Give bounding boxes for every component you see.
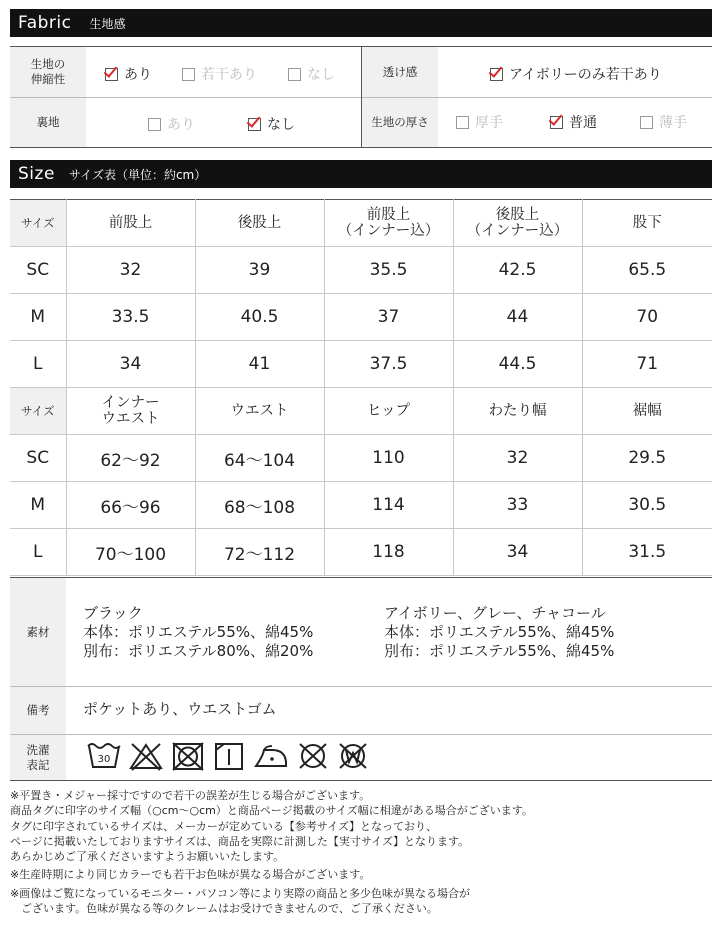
stretch-label: 生地の 伸縮性 [10,47,86,97]
checked-icon [550,116,563,129]
note-line: ございます。色味が異なる等のクレームはお受けできませんので、ご了承ください。 [10,902,438,916]
fabric-section-header [10,9,712,37]
unchecked-icon [288,68,301,81]
size-label: サイズ [10,388,66,435]
wash-30-icon [86,740,122,772]
lining-option-ari: あり [148,114,195,134]
cell: 37 [324,294,453,341]
unchecked-icon [182,68,195,81]
cell: 44 [453,294,582,341]
table-row [10,247,712,294]
remarks-text: ポケットあり、ウエストゴム [83,700,277,718]
cell: 66〜96 [66,482,195,529]
stretch-option-nashi: なし [288,64,335,84]
size-table-header-row-2 [10,388,712,435]
col-header: ヒップ [324,388,453,435]
col-header: 股下 [582,200,712,247]
size-table [10,199,712,576]
stretch-option-ari: あり [105,64,152,84]
row-size: L [10,341,66,388]
remarks-label: 備考 [10,687,66,734]
col-header: 後股上 [195,200,324,247]
thickness-label: 生地の厚さ [362,98,438,147]
no-bleach-icon [128,740,164,772]
table-row [10,482,712,529]
cell: 34 [453,529,582,576]
cell: 118 [324,529,453,576]
cell: 32 [66,247,195,294]
note-line: ※平置き・メジャー採寸ですので若干の誤差が生じる場合がございます。 [10,789,371,802]
lining-option-nashi: なし [248,114,295,134]
cell: 30.5 [582,482,712,529]
col-header: インナー ウエスト [66,388,195,435]
table-row [10,294,712,341]
material-right: アイボリー、グレー、チャコール 本体：ポリエステル55%、綿45% 別布：ポリエステル55%、綿45% [384,604,615,660]
no-dry-clean-icon [296,740,330,772]
size-label: サイズ [10,200,66,247]
material-left: ブラック 本体：ポリエステル55%、綿45% 別布：ポリエステル80%、綿20% [83,604,314,660]
table-row [10,341,712,388]
care-icons [86,740,370,772]
cell: 72〜112 [195,529,324,576]
size-title-en: Size [18,164,55,184]
note-line: ※生産時期により同じカラーでも若干お色味が異なる場合がございます。 [10,868,371,882]
note-line: ※画像はご覧になっているモニター・パソコン等により実際の商品と多少色味が異なる場合が [10,886,470,900]
stretch-option-jakkan: 若干あり [182,64,257,84]
cell: 44.5 [453,341,582,388]
size-table-header-row [10,200,712,247]
cell: 70 [582,294,712,341]
col-header: わたり幅 [453,388,582,435]
cell: 40.5 [195,294,324,341]
material-section [10,577,712,781]
notes [10,788,533,916]
cell: 114 [324,482,453,529]
sheer-label: 透け感 [362,47,438,97]
unchecked-icon [640,116,653,129]
note-line: タグに印字されているサイズは、メーカーが定めている【参考サイズ】となっており、 [10,819,438,833]
fabric-title-jp: 生地感 [89,16,126,31]
cell: 65.5 [582,247,712,294]
no-tumble-dry-icon [170,740,206,772]
cell: 37.5 [324,341,453,388]
row-size: SC [10,247,66,294]
col-header: 裾幅 [582,388,712,435]
cell: 34 [66,341,195,388]
note-line: あらかじめご了承くださいますようお願いいたします。 [10,850,285,864]
fabric-table [10,46,712,148]
row-size: M [10,294,66,341]
cell: 70〜100 [66,529,195,576]
row-size: M [10,482,66,529]
table-row [10,435,712,482]
cell: 31.5 [582,529,712,576]
svg-text:30: 30 [97,754,111,765]
line-dry-shade-icon [212,740,246,772]
unchecked-icon [148,118,161,131]
cell: 35.5 [324,247,453,294]
col-header: 後股上 （インナー込） [453,200,582,247]
cell: 33.5 [66,294,195,341]
cell: 64〜104 [195,435,324,482]
iron-low-icon [252,740,290,772]
note-line: 商品タグに印字のサイズ幅（○cm〜○cm）と商品ページ掲載のサイズ幅に相違がある場合がございます。 [10,804,533,818]
thickness-option-usude: 薄手 [640,112,687,132]
table-row [10,529,712,576]
row-size: L [10,529,66,576]
no-wet-clean-icon [336,740,370,772]
checked-icon [490,68,503,81]
cell: 32 [453,435,582,482]
cell: 39 [195,247,324,294]
size-section-header [10,160,712,188]
unchecked-icon [456,116,469,129]
cell: 62〜92 [66,435,195,482]
note-line: ページに掲載いたしておりますサイズは、商品を実際に計測した【実寸サイズ】となります。 [10,834,470,848]
checked-icon [248,118,261,131]
checked-icon [105,68,118,81]
cell: 33 [453,482,582,529]
cell: 71 [582,341,712,388]
cell: 29.5 [582,435,712,482]
col-header: 前股上 （インナー込） [324,200,453,247]
thickness-option-atsude: 厚手 [456,112,503,132]
care-label: 洗濯 表記 [10,735,66,780]
col-header: 前股上 [66,200,195,247]
fabric-title-en: Fabric [18,13,72,33]
cell: 110 [324,435,453,482]
cell: 42.5 [453,247,582,294]
cell: 41 [195,341,324,388]
cell: 68〜108 [195,482,324,529]
thickness-option-futsu: 普通 [550,112,597,132]
col-header: ウエスト [195,388,324,435]
lining-label: 裏地 [10,98,86,147]
sheer-option: アイボリーのみ若干あり [490,64,662,84]
material-label: 素材 [10,578,66,686]
size-title-jp: サイズ表（単位：約cm） [68,167,207,182]
row-size: SC [10,435,66,482]
